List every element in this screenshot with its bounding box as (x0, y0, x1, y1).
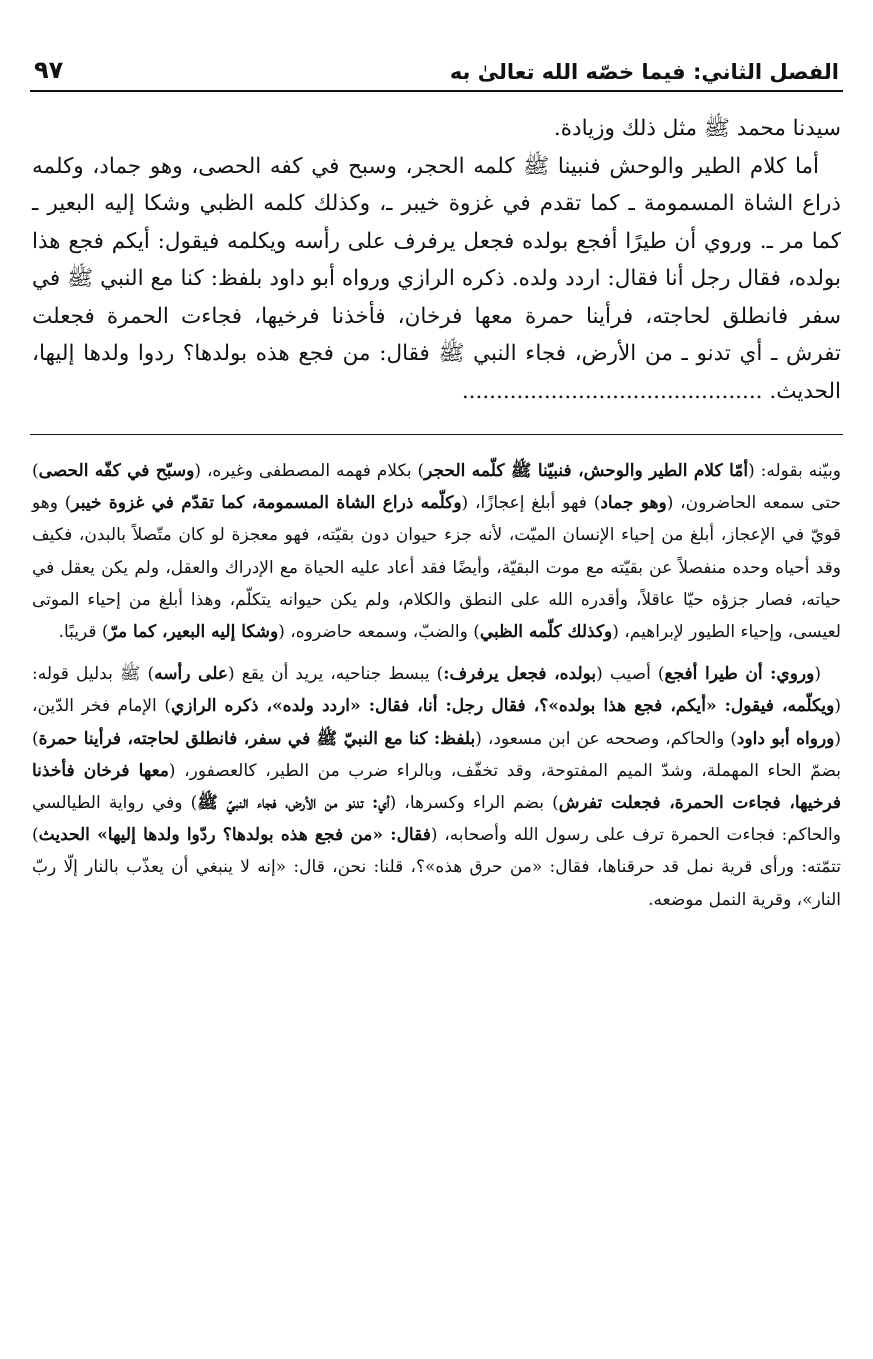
commentary-quote: وشكا إليه البعير، كما مرّ (108, 622, 279, 643)
commentary-text: ) يبسط جناحيه، يريد أن يقع ( (227, 664, 444, 685)
commentary-quote: وروي: أن طيرا أفجع (664, 664, 815, 685)
commentary-text: ) قريبًا. (58, 622, 109, 643)
main-paragraph-2-text: أما كلام الطير والوحش فنبينا ﷺ كلمه الحجر، وسبح في كفه الحصى، وهو جماد، وكلمه ذراع الشاة المسمومة ـ كما تقدم في غزوة خيبر ـ، وكذلك كلمه الظبي وشكا إليه البعير ـ كما مر ـ. وروي أن طيرًا أفجع بولده فجعل يرفرف على رأسه ويكلمه فيقول: أيكم فجع هذا بولده، فقال رجل أنا فقال: اردد ولده. ذكره الرازي ورواه أبو داود بلفظ: كنا مع النبي ﷺ في سفر فانطلق لحاجته، فرأينا حمرة معها فرخان، فأخذنا فرخيها، فجاءت الحمرة فجعلت تفرش ـ أي تدنو ـ من الأرض، فجاء النبي ﷺ فقال: من فجع هذه بولدها؟ ردوا ولدها إليها، الحديث. (32, 153, 841, 404)
main-text (30, 92, 843, 410)
commentary-quote: أمّا كلام الطير والوحش، فنبيّنا ﷺ كلّمه الحجر (424, 461, 749, 481)
running-title: الفصل الثاني: فيما خصّه الله تعالىٰ به (449, 60, 839, 84)
commentary-text: ) والحاكم، وصححه عن ابن مسعود، ( (475, 728, 737, 749)
commentary (30, 435, 843, 916)
commentary-text: ) تتمّته: ورأى قرية نمل قد حرقناها، فقال: «من حرق هذه»؟، قلنا: نحن، قال: «إنه لا ينبغي أن يعذّب بالنار إلّا ربّ النار»، وقرية النمل موضعه. (32, 825, 841, 910)
commentary-quote: على رأسه (154, 664, 228, 685)
ellipsis-dots: ............................................ (461, 378, 763, 404)
commentary-paragraph-1 (32, 455, 841, 648)
commentary-quote: بولده، فجعل يرفرف: (443, 664, 597, 685)
commentary-text: ) وفي رواية الطيالسي والحاكم: فجاءت الحمرة ترف على رسول الله وأصحابه، ( (32, 793, 841, 846)
main-paragraph-1: سيدنا محمد ﷺ مثل ذلك وزيادة. (553, 116, 841, 141)
commentary-quote: وكذلك كلّمه الظبي (479, 622, 613, 643)
commentary-quote: ويكلّمه، فيقول: «أيكم، فجع هذا بولده»؟، فقال رجل: أنا، فقال: «اردد ولده»، ذكره الرازي (170, 696, 835, 717)
commentary-quote: بلفظ: كنا مع النبيّ ﷺ في سفر، فانطلق لحاجته، فرأينا حمرة (38, 728, 476, 749)
commentary-text: ) والضبّ، وسمعه حاضروه، ( (278, 622, 480, 643)
page-number: ٩٧ (34, 56, 64, 84)
commentary-text: ) أصيب ( (596, 664, 665, 685)
commentary-quote: وكلّمه ذراع الشاة المسمومة، كما تقدّم في غزوة خيبر (71, 493, 462, 514)
commentary-quote: وهو جماد (600, 493, 667, 514)
commentary-paragraph-2 (32, 658, 841, 916)
commentary-quote: وسبّح في كفّه الحصى (38, 461, 195, 481)
commentary-text: ) حتى سمعه الحاضرون، ( (32, 461, 842, 514)
commentary-text: ( (814, 664, 821, 685)
commentary-text: وبيّنه بقوله: ( (748, 461, 842, 481)
commentary-text: ) بضم الراء وكسرها، ( (389, 793, 559, 814)
commentary-text: ) بضمّ الحاء المهملة، وشدّ الميم المفتوحة، وقد تخفّف، وبالراء ضرب من الطير، كالعصفور، ( (32, 728, 841, 781)
commentary-text: ) الإمام فخر الدّين، ( (32, 696, 841, 749)
page-header (30, 50, 843, 92)
commentary-text: ) فهو أبلغ إعجازًا، ( (461, 493, 601, 514)
commentary-text: ) ﷺ بدليل قوله: ( (32, 664, 841, 717)
commentary-text: ) بكلام فهمه المصطفى وغيره، ( (194, 461, 425, 481)
commentary-quote: ورواه أبو داود (736, 728, 835, 749)
commentary-text: ) وهو قويّ في الإعجاز، أبلغ من إحياء الإنسان الميّت، لأنه جزء حيوان دون بقيّته، فهو معجزة لو كان متّصلاً بالبدن، فكيف وقد أحياه وحده منفصلاً عن بقيّته مع موت البقيّة، وأيضًا فقد أعاد عليه الحياة مع الإدراك والعقل، ولم يكن يعقل في حياته، فصار جزؤه حيّا عاقلاً، وأقدره الله على النطق والكلام، ولم يكن حيوانه يتكلّم، وهذا أبلغ من إحياء الموتى لعيسى، وإحياء الطيور لإبراهيم، ( (32, 493, 841, 643)
commentary-quote: معها فرخان فأخذنا فرخيها، فجاءت الحمرة، فجعلت تفرش (32, 760, 841, 814)
main-paragraph-2 (32, 148, 841, 411)
commentary-quote: فقال: «من فجع هذه بولدها؟ ردّوا ولدها إليها» الحديث (38, 825, 431, 846)
commentary-quote: أي: تدنو من الأرض، فجاء النبيّ ﷺ (197, 793, 390, 814)
